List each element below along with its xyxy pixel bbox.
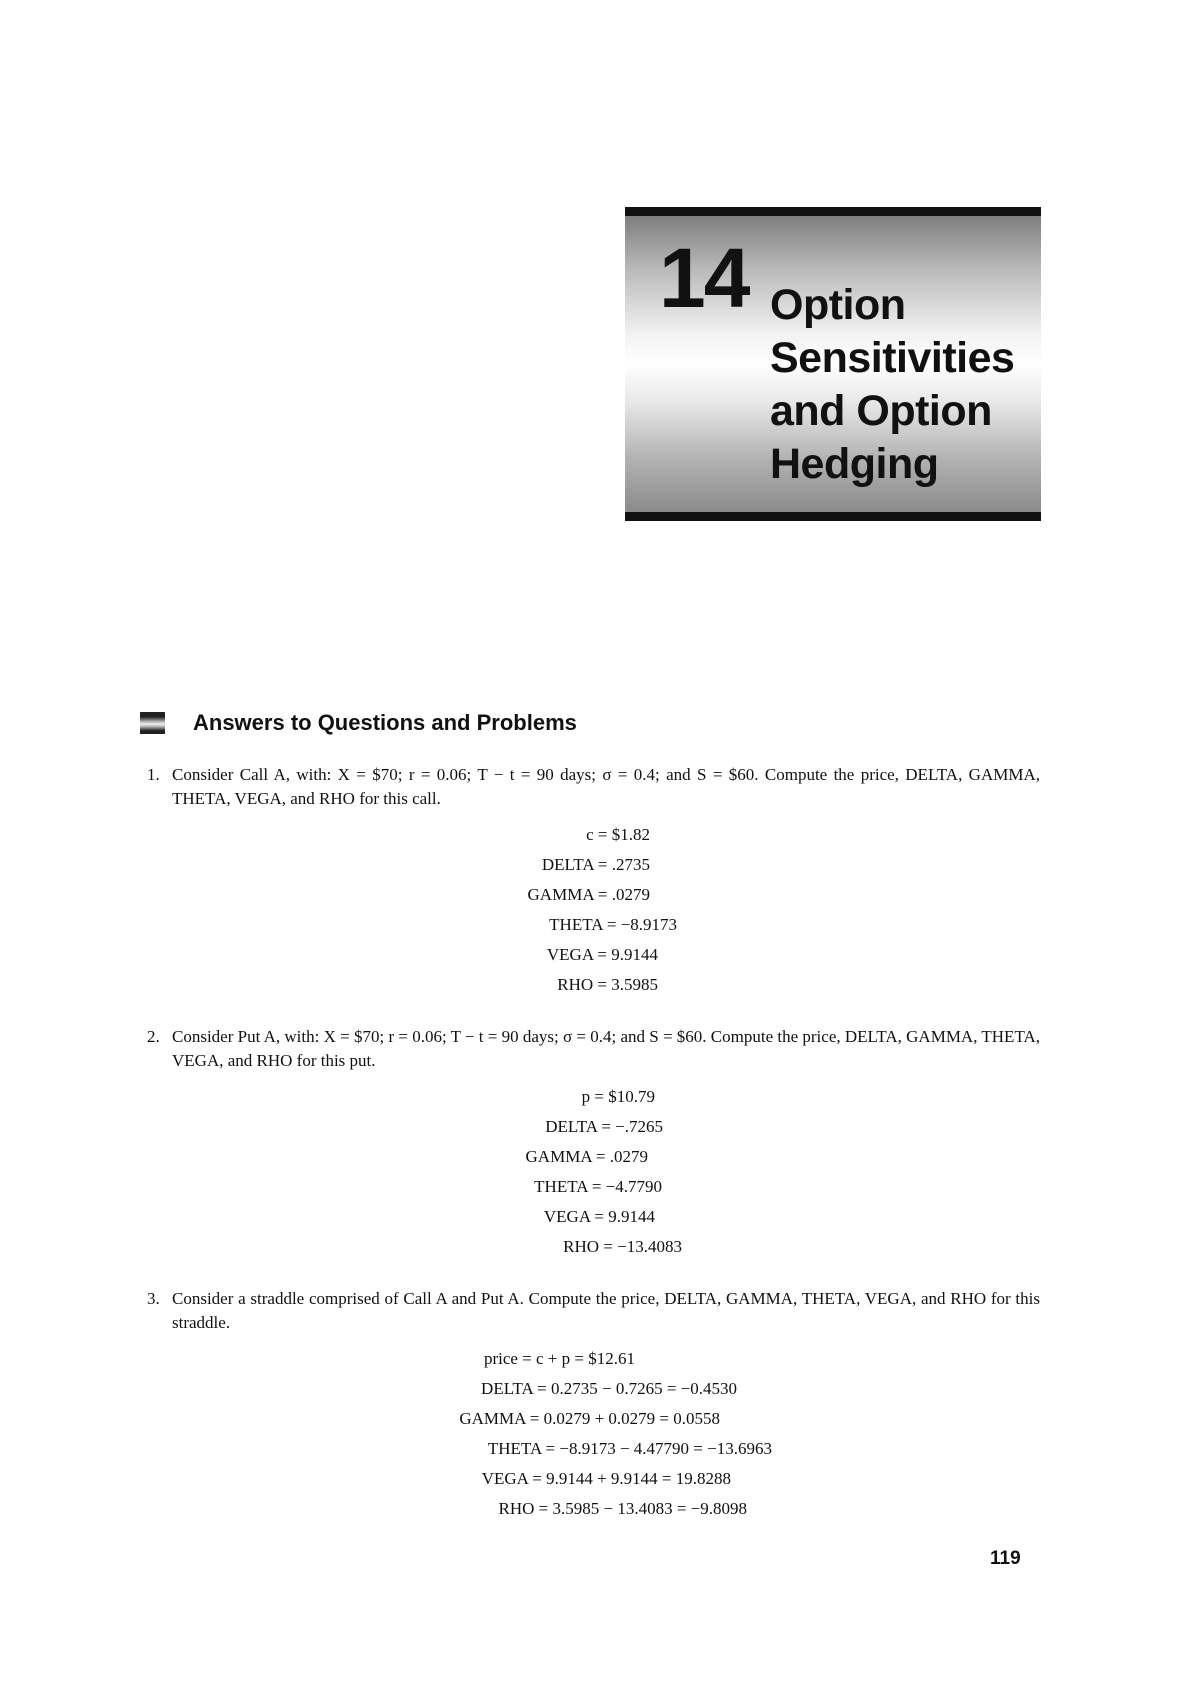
answer-line: c = $1.82 xyxy=(586,825,650,844)
answer-line: RHO = 3.5985 − 13.4083 = −9.8098 xyxy=(498,1499,747,1518)
section-heading xyxy=(140,708,577,738)
chapter-title xyxy=(770,279,1014,491)
question-number: 1. xyxy=(147,765,160,784)
chapter-title-line: Option xyxy=(770,281,906,329)
answer-line: VEGA = 9.9144 + 9.9144 = 19.8288 xyxy=(481,1469,731,1488)
question-number: 3. xyxy=(147,1289,160,1308)
answer-block-1 xyxy=(380,820,677,1000)
question-1 xyxy=(147,763,1040,811)
page-number: 119 xyxy=(990,1548,1021,1569)
answer-line: GAMMA = .0279 xyxy=(527,885,650,904)
answer-line: RHO = −13.4083 xyxy=(563,1237,682,1256)
question-3 xyxy=(147,1287,1040,1335)
answer-block-3 xyxy=(380,1344,772,1524)
answer-block-2 xyxy=(380,1082,682,1262)
answer-line: DELTA = −.7265 xyxy=(545,1117,663,1136)
answer-line: THETA = −8.9173 − 4.47790 = −13.6963 xyxy=(487,1439,772,1458)
question-text: Consider a straddle comprised of Call A and Put A. Compute the price, DELTA, GAMMA, THETA, VEGA, and RHO for this straddle. xyxy=(172,1289,1040,1332)
answer-line: price = c + p = $12.61 xyxy=(483,1349,635,1368)
chapter-title-line: Sensitivities xyxy=(770,334,1015,382)
answer-line: GAMMA = .0279 xyxy=(525,1147,648,1166)
answer-line: p = $10.79 xyxy=(581,1087,655,1106)
answer-line: THETA = −8.9173 xyxy=(549,915,677,934)
answer-line: DELTA = 0.2735 − 0.7265 = −0.4530 xyxy=(481,1379,737,1398)
answer-line: THETA = −4.7790 xyxy=(534,1177,662,1196)
question-number: 2. xyxy=(147,1027,160,1046)
answer-line: GAMMA = 0.0279 + 0.0279 = 0.0558 xyxy=(459,1409,720,1428)
answer-line: RHO = 3.5985 xyxy=(557,975,658,994)
answer-line: VEGA = 9.9144 xyxy=(543,1207,655,1226)
section-bar-icon xyxy=(140,712,165,734)
chapter-heading-box xyxy=(625,207,1041,521)
chapter-title-line: Hedging xyxy=(770,440,939,488)
section-title: Answers to Questions and Problems xyxy=(193,710,577,735)
answer-line: VEGA = 9.9144 xyxy=(546,945,658,964)
chapter-number: 14 xyxy=(659,231,749,325)
question-2 xyxy=(147,1025,1040,1073)
chapter-title-line: and Option xyxy=(770,387,992,435)
question-text: Consider Put A, with: X = $70; r = 0.06; T − t = 90 days; σ = 0.4; and S = $60. Compute the price, DELTA, GAMMA, THETA, VEGA, and RHO for this put. xyxy=(172,1027,1040,1070)
question-text: Consider Call A, with: X = $70; r = 0.06; T − t = 90 days; σ = 0.4; and S = $60. Compute the price, DELTA, GAMMA, THETA, VEGA, and RHO for this call. xyxy=(172,765,1040,808)
answer-line: DELTA = .2735 xyxy=(541,855,650,874)
